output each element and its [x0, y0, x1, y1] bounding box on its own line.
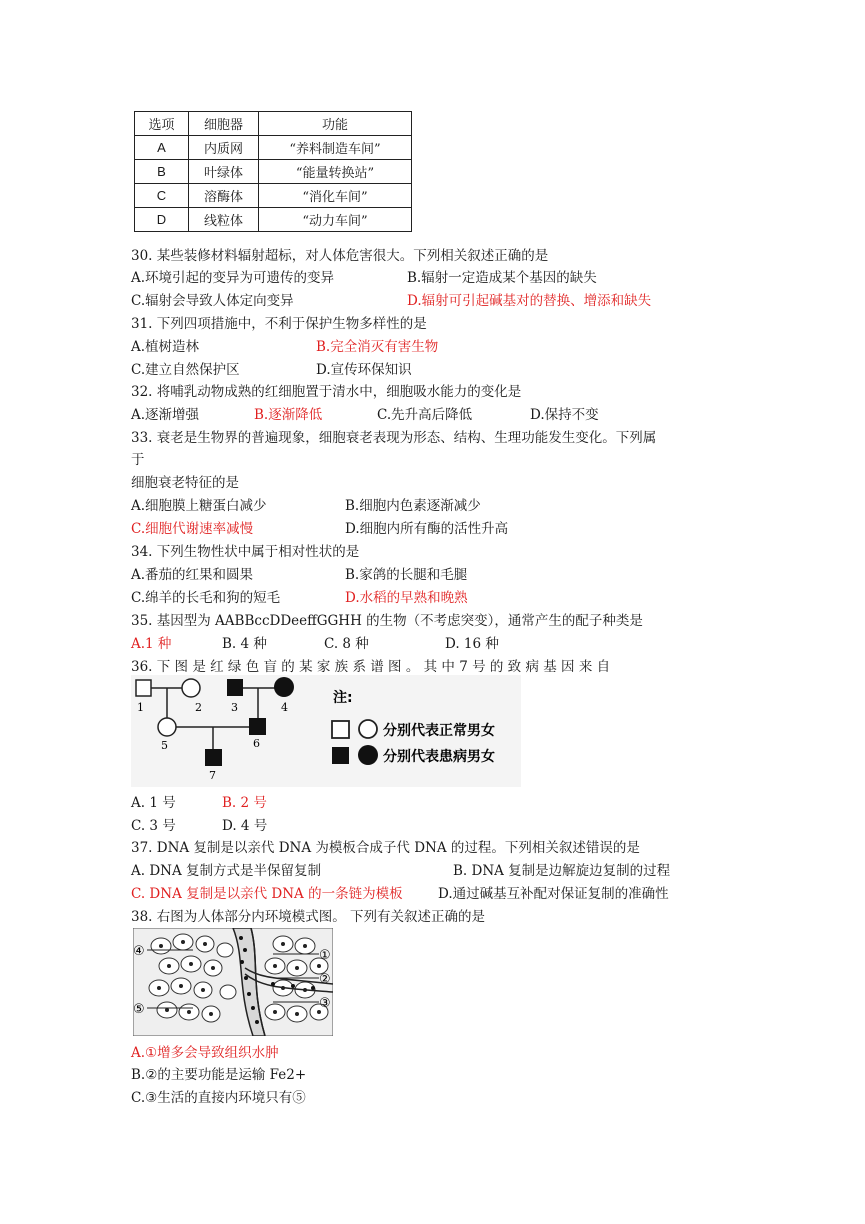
q31-option-d: D.宣传环保知识 [316, 362, 412, 378]
table-row [135, 136, 412, 160]
pedigree-num: 3 [231, 701, 238, 714]
q30-option-d: D.辐射可引起碱基对的替换、增添和缺失 [407, 293, 652, 309]
q31-stem: 31. 下列四项措施中，不利于保护生物多样性的是 [131, 316, 427, 332]
q31-option-c: C.建立自然保护区 [131, 362, 240, 378]
pedigree-figure [131, 675, 521, 787]
q30-stem: 30. 某些装修材料辐射超标，对人体危害很大。下列相关叙述正确的是 [131, 248, 549, 264]
table-cell: 溶酶体 [189, 184, 259, 208]
q31-option-b: B.完全消灭有害生物 [316, 339, 439, 355]
legend-normal-male [332, 721, 349, 738]
tissue-diagram [133, 928, 333, 1036]
pedigree-num: 7 [209, 769, 216, 782]
q36-option-c: C. 3 号 [131, 818, 176, 834]
table-cell: A [135, 136, 189, 160]
pedigree-male-3 [227, 679, 243, 696]
pedigree-num: 4 [281, 701, 288, 714]
q34-option-a: A.番茄的红果和圆果 [131, 567, 254, 583]
q31-option-a: A.植树造林 [131, 339, 200, 355]
legend-normal-female [359, 720, 377, 738]
q33-stem-wrap: 于 [131, 452, 145, 468]
tissue-figure [133, 928, 333, 1036]
q38-option-c: C.③生活的直接内环境只有⑤ [131, 1090, 306, 1106]
q34-option-c: C.绵羊的长毛和狗的短毛 [131, 590, 281, 606]
q33-option-a: A.细胞膜上糖蛋白减少 [131, 498, 267, 514]
q34-option-d: D.水稻的早熟和晚熟 [345, 590, 468, 606]
pedigree-num: 2 [195, 701, 202, 714]
q35-option-d: D. 16 种 [445, 636, 499, 652]
table-cell: “养料制造车间” [259, 136, 412, 160]
pedigree-num: 5 [161, 739, 168, 752]
table-cell: 叶绿体 [189, 160, 259, 184]
q38-option-b: B.②的主要功能是运输 Fe2+ [131, 1067, 307, 1083]
q33-option-c: C.细胞代谢速率减慢 [131, 521, 254, 537]
q32-stem: 32. 将哺乳动物成熟的红细胞置于清水中，细胞吸水能力的变化是 [131, 384, 522, 400]
q34-stem: 34. 下列生物性状中属于相对性状的是 [131, 544, 360, 560]
q30-option-a: A.环境引起的变异为可遗传的变异 [131, 270, 335, 286]
q38-stem: 38. 右图为人体部分内环境模式图。 下列有关叙述正确的是 [131, 909, 486, 925]
q35-stem: 35. 基因型为 AABBccDDeeffGGHH 的生物（不考虑突变），通常产生的配子种类是 [131, 613, 643, 629]
tissue-label: ⑤ [133, 1002, 145, 1017]
table-row [135, 184, 412, 208]
pedigree-num: 1 [137, 701, 144, 714]
q37-option-c: C. DNA 复制是以亲代 DNA 的一条链为模板 [131, 886, 403, 902]
legend-normal-label: 分别代表正常男女 [383, 723, 495, 739]
q33-stem: 33. 衰老是生物界的普遍现象，细胞衰老表现为形态、结构、生理功能发生变化。下列属 [131, 430, 657, 446]
pedigree-female-4 [274, 677, 294, 697]
q32-option-c: C.先升高后降低 [377, 407, 473, 423]
q32-option-d: D.保持不变 [530, 407, 599, 423]
q35-option-a: A.1 种 [131, 636, 172, 652]
q33-stem-cont: 细胞衰老特征的是 [131, 475, 239, 491]
q36-option-b: B. 2 号 [222, 795, 267, 811]
pedigree-male-7 [205, 749, 222, 766]
table-cell: 内质网 [189, 136, 259, 160]
q35-option-b: B. 4 种 [222, 636, 267, 652]
legend-affected-female [358, 745, 378, 765]
table-cell: B [135, 160, 189, 184]
table-header: 细胞器 [189, 112, 259, 136]
pedigree-male-6 [249, 718, 266, 735]
q37-option-d: D.通过碱基互补配对保证复制的准确性 [438, 886, 669, 902]
q36-option-d: D. 4 号 [222, 818, 268, 834]
tissue-label: ③ [319, 996, 331, 1011]
table-cell: “动力车间” [259, 208, 412, 232]
pedigree-female-2 [182, 679, 200, 697]
q33-option-b: B.细胞内色素逐渐减少 [345, 498, 481, 514]
q32-option-a: A.逐渐增强 [131, 407, 200, 423]
table-header-row [135, 112, 412, 136]
table-cell: 线粒体 [189, 208, 259, 232]
q34-option-b: B.家鸽的长腿和毛腿 [345, 567, 468, 583]
q30-option-b: B.辐射一定造成某个基因的缺失 [407, 270, 597, 286]
table-cell: “能量转换站” [259, 160, 412, 184]
pedigree-chart [131, 675, 521, 787]
pedigree-female-5 [158, 718, 176, 736]
q35-option-c: C. 8 种 [324, 636, 369, 652]
legend-affected-male [332, 747, 349, 764]
tissue-label: ① [319, 948, 331, 963]
table-cell: D [135, 208, 189, 232]
q37-option-b: B. DNA 复制是边解旋边复制的过程 [453, 863, 671, 879]
legend-title: 注: [333, 690, 353, 706]
table-cell: “消化车间” [259, 184, 412, 208]
q30-option-c: C.辐射会导致人体定向变异 [131, 293, 294, 309]
q33-option-d: D.细胞内所有酶的活性升高 [345, 521, 509, 537]
table-header: 选项 [135, 112, 189, 136]
organelle-table [134, 111, 412, 232]
tissue-label: ④ [133, 944, 145, 959]
q36-stem: 36. 下 图 是 红 绿 色 盲 的 某 家 族 系 谱 图 。 其 中 7 号 的 致 病 基 因 来 自 [131, 659, 611, 675]
table-cell: C [135, 184, 189, 208]
q32-option-b: B.逐渐降低 [254, 407, 323, 423]
pedigree-male-1 [136, 680, 151, 696]
pedigree-num: 6 [253, 737, 260, 750]
legend-affected-label: 分别代表患病男女 [383, 749, 495, 765]
q38-option-a: A.①增多会导致组织水肿 [131, 1045, 279, 1061]
table-row [135, 160, 412, 184]
q37-stem: 37. DNA 复制是以亲代 DNA 为模板合成子代 DNA 的过程。下列相关叙述错误的是 [131, 840, 640, 856]
tissue-label: ② [319, 972, 331, 987]
table-header: 功能 [259, 112, 412, 136]
table-row [135, 208, 412, 232]
q37-option-a: A. DNA 复制方式是半保留复制 [131, 863, 322, 879]
q36-option-a: A. 1 号 [131, 795, 176, 811]
